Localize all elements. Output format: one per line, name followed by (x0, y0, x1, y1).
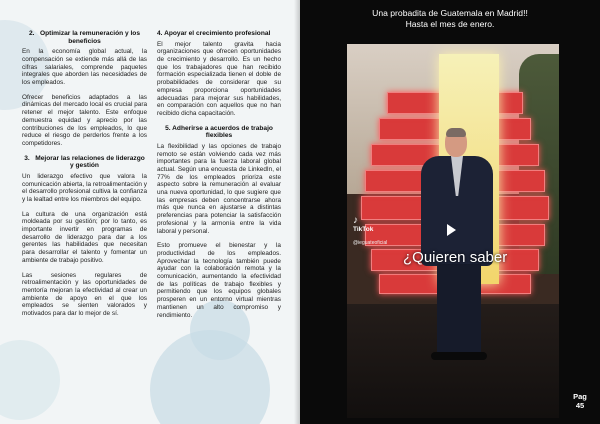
section-heading-5: 5. Adherirse a acuerdos de trabajo flexibles (165, 124, 273, 140)
text-column-left (22, 26, 147, 325)
text-column-right (157, 26, 281, 326)
paragraph: Esto promueve el bienestar y la productividad de los empleados. Aprovechar la tecnología también puede ayudar con la colaboración remota y la comunicación, aumentando la efectividad de las políticas de trabajo flexibles y permitiendo que los equipos globales prosperen en un entorno virtual mientras mantienen un alto compromiso y rendimiento. (157, 242, 281, 319)
page-headline (300, 8, 600, 30)
page-number-value: 45 (575, 401, 585, 410)
paragraph: La cultura de una organización está moldeada por su gestión; por lo tanto, es importante invertir en programas de desarrollo de liderazgo para dar a los gerentes las habilidades que necesitan para desarrollar el talento y fomentar un ambiente de trabajo positivo. (22, 210, 147, 264)
paragraph: El mejor talento gravita hacia organizaciones que ofrecen oportunidades de crecimiento y desarrollo. Es un hecho que los trabajadores que han recibido formación especializada tienen el doble de probabilidades de considerar que su empresa proporciona oportunidades adecuadas para mejorar sus habilidades, en comparación con aquellos que no han recibido dicha capacitación. (157, 40, 281, 117)
tiktok-note-icon: ♪ (353, 215, 358, 226)
tiktok-video[interactable] (347, 44, 559, 418)
page-number (568, 392, 592, 410)
section-heading-2: 2. Optimizar la remuneración y los beneficios (28, 30, 141, 45)
page-label: Pag (573, 392, 587, 401)
tiktok-logo (353, 216, 373, 234)
tiktok-handle: @ieguateoficial (353, 240, 388, 246)
tiktok-wordmark: TikTok (353, 226, 374, 233)
background-circle (0, 340, 60, 420)
video-caption: ¿Quieren saber (403, 249, 508, 266)
headline-line: Hasta el mes de enero. (405, 19, 495, 29)
man-legs (437, 264, 481, 356)
paragraph: La flexibilidad y las opciones de trabajo remoto se están volviendo cada vez más importantes para la fuerza laboral global actual. Según una encuesta de LinkedIn, el 77% de los empleados prioriza este aspecto sobre la remuneración al evaluar una nueva oportunidad, lo que sugiere que las empresas deben concentrarse ahora más que nunca en ajustarse a distintas preferencias para potenciar la satisfacción profesional y la armonía entre la vida laboral y personal. (157, 142, 281, 235)
paragraph: Un liderazgo efectivo que valora la comunicación abierta, la retroalimentación y el desarrollo profesional cultiva la confianza y la lealtad entre los miembros del equipo. (22, 172, 147, 203)
man-hair (446, 128, 466, 137)
section-heading-4: 4. Apoyar el crecimiento profesional (157, 30, 271, 37)
paragraph: Las sesiones regulares de retroalimentación y las oportunidades de mentoría mejoran la efectividad al crear un ambiente de apoyo en el que los empleados se sienten valorados y motivados para dar lo mejor de sí. (22, 271, 147, 318)
headline-line: Una probadita de Guatemala en Madrid!! (372, 8, 528, 18)
man-shoes (431, 352, 487, 360)
section-heading-3: 3. Mejorar las relaciones de liderazgo y gestión (24, 154, 145, 170)
paragraph: En la economía global actual, la compensación se extiende más allá de las cifras salariales, comprende paquetes integrales que aborden las necesidades de los empleados. (22, 48, 147, 86)
right-page (300, 0, 600, 424)
paragraph: Ofrecer beneficios adaptados a las dinámicas del mercado local es crucial para retener el mejor talento. Este enfoque demuestra equidad y aprecio por las contribuciones de los empleados, lo que reduce el riesgo de perderlos frente a los competidores. (22, 93, 147, 147)
play-icon[interactable] (447, 224, 456, 236)
